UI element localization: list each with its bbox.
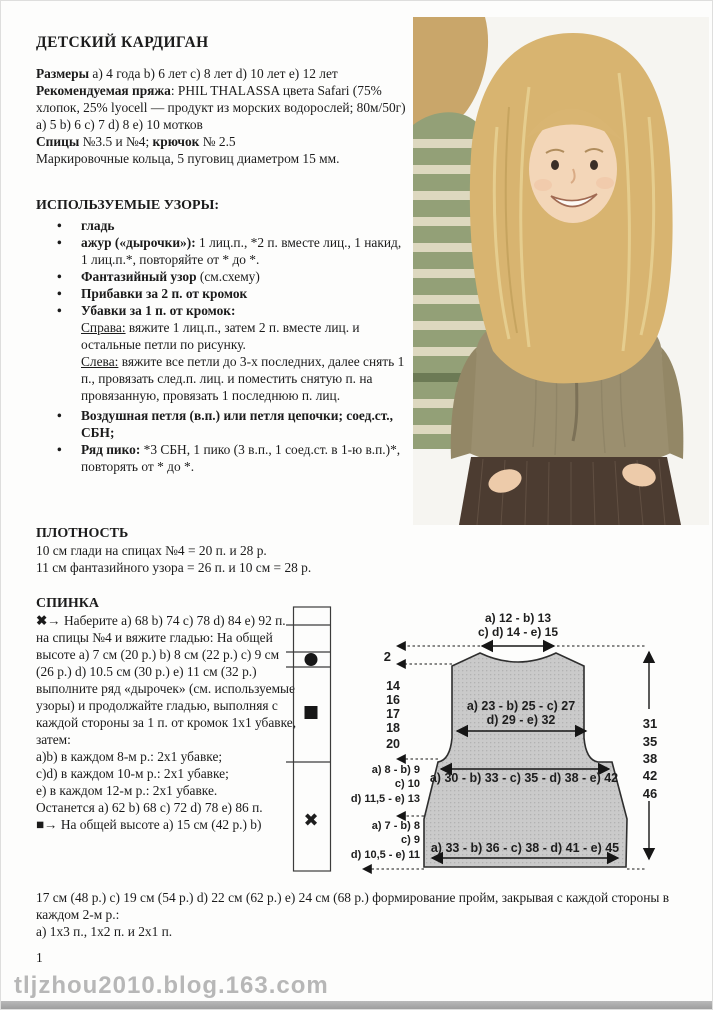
list-item: • Ряд пико: *3 СБН, 1 пико (3 в.п., 1 соед.ст. в 1-ю в.п.)*, повторять от * до *. [57,442,401,474]
side-upper-label: c) 10 [394,778,420,790]
notions-line: Маркировочные кольца, 5 пуговиц диаметром 15 мм. [36,151,340,166]
eye [551,160,559,170]
square-marker-icon [305,706,318,719]
yarn-label: Рекомендуемая пряжа [36,83,171,98]
back-line: Останется a) 62 b) 68 c) 72 d) 78 e) 86 п. [36,800,263,815]
back-section-continued [36,889,692,940]
upper-width-label-2: d) 29 - e) 32 [486,713,556,727]
sizes-line [36,65,411,82]
patterns-section [36,197,411,475]
list-item: • гладь [57,218,115,233]
sizes-label: Размеры [36,66,90,81]
square-arrow-marker: ■→ [36,817,58,832]
yarn-value: : PHIL THALASSA цвета Safari (75% хлопок, 25% lyocell — продукт из морских водорослей; 80м/50г) a) 5 b) 6 c) 7 d) 8 e) 10 мотков [36,83,406,132]
bottom-scan-edge [1,1001,713,1009]
neck-width-label-2: c) d) 14 - e) 15 [477,625,559,639]
length-label: 31 [642,716,658,731]
schematic [279,597,711,885]
photo [413,17,709,525]
bullet-icon: • [57,442,62,457]
decrease-left-note: Слева: вяжите все петли до 3-х последних, далее снять 1 п., провязать след.п. лиц. и поместить снятую п. на провязанную, провязать 1 последнюю п. лиц. [81,354,405,403]
needles-line: Спицы №3.5 и №4; крючок № 2.5 [36,134,236,149]
legend-column [286,607,331,871]
gauge-line: 10 см глади на спицах №4 = 20 п. и 28 р. [36,543,267,558]
intro-section [36,65,411,167]
length-label: 42 [642,768,658,783]
back-piece-shape [424,653,627,867]
back-section [36,595,300,833]
bullet-icon: • [57,235,62,250]
back-header: СПИНКА [36,596,100,611]
back-paragraph-1: ✖→ Наберите a) 68 b) 74 c) 78 d) 84 e) 92 п. на спицы №4 и вяжите гладью: На общей высоте a) 7 см (20 р.) b) 8 см (22 р.) c) 9 см (26 р.) d) 10.5 см (30 р.) e) 11 см (32 р.) выполните ряд «дырочек» (см. используемые узоры) и продолжайте гладью, выполняя с каждой стороны за 1 п. от кромок 1x1 убавке, затем: [36,613,297,747]
bullet-icon: • [57,269,62,284]
back-paragraph-2-rest: 17 см (48 р.) c) 19 см (54 р.) d) 22 см (62 р.) e) 24 см (68 р.) формирование пройм, закрывая с каждой стороны в каждом 2-м р.: [36,890,670,922]
bullet-icon: • [57,303,62,318]
bullet-icon: • [57,218,62,233]
back-paragraph-2-start: ■→ На общей высоте a) 15 см (42 р.) b) [36,817,262,832]
armhole-depth-label: 20 [386,737,400,751]
list-item: • Воздушная петля (в.п.) или петля цепочки; соед.ст., СБН; [57,408,394,440]
armhole-depth-label: 14 [386,679,400,693]
eye [590,160,598,170]
back-line: e) в каждом 12-м р.: 2x1 убавке. [36,783,218,798]
x-marker-icon: ✖ [303,810,319,830]
length-label: 38 [642,751,658,766]
back-line: a) 1x3 п., 1x2 п. и 2x1 п. [36,924,173,939]
hook-label: крючок [152,134,200,149]
page-number: 1 [36,950,43,965]
length-label: 35 [642,734,658,749]
back-schematic-svg [279,597,711,885]
list-item: • Прибавки за 2 п. от кромок [57,286,248,301]
page-title: ДЕТСКИЙ КАРДИГАН [36,34,209,51]
side-lower-label: c) 9 [401,834,420,846]
back-line: c)d) в каждом 10-м р.: 2x1 убавке; [36,766,229,781]
needles-label: Спицы [36,134,80,149]
watermark: tljzhou2010.blog.163.com [14,972,329,999]
side-lower-label: d) 10,5 - e) 11 [350,849,420,861]
neck-depth-label: 2 [383,649,391,664]
chest-width-label: a) 30 - b) 33 - c) 35 - d) 38 - e) 42 [429,771,619,785]
yarn-line [36,82,411,133]
patterns-header: ИСПОЛЬЗУЕМЫЕ УЗОРЫ: [36,198,220,213]
neck-width-label: a) 12 - b) 13 [484,611,552,625]
armhole-depth-label: 16 [386,693,400,707]
patterns-list [36,217,411,319]
circle-marker-icon [305,653,318,666]
patterns-list-2 [36,407,411,475]
back-line: a)b) в каждом 8-м р.: 2x1 убавке; [36,749,223,764]
bullet-icon: • [57,408,62,423]
list-item: • Убавки за 1 п. от кромок: [57,303,236,318]
list-item: • Фантазийный узор (см.схему) [57,269,260,284]
armhole-depth-label: 18 [386,721,400,735]
x-arrow-marker: ✖→ [36,613,61,628]
side-upper-label: d) 11,5 - e) 13 [350,793,420,805]
photo-illustration [413,17,709,525]
bullet-icon: • [57,286,62,301]
sizes-value: a) 4 года b) 6 лет c) 8 лет d) 10 лет e) 12 лет [89,66,338,81]
gauge-line: 11 см фантазийного узора = 26 п. и 10 см = 28 р. [36,560,312,575]
side-lower-label: a) 7 - b) 8 [371,820,420,832]
length-label: 46 [642,786,658,801]
armhole-depth-label: 17 [386,707,400,721]
upper-width-label: a) 23 - b) 25 - c) 27 [466,699,576,713]
decrease-right-note: Справа: вяжите 1 лиц.п., затем 2 п. вместе лиц. и остальные петли по рисунку. [81,320,360,352]
gauge-header: ПЛОТНОСТЬ [36,526,129,541]
gauge-section [36,525,416,576]
side-upper-label: a) 8 - b) 9 [371,764,420,776]
bottom-width-label: a) 33 - b) 36 - c) 38 - d) 41 - e) 45 [430,841,620,855]
list-item: • ажур («дырочки»): 1 лиц.п., *2 п. вместе лиц., 1 накид, 1 лиц.п.*, повторяйте от * до *. [57,235,402,267]
